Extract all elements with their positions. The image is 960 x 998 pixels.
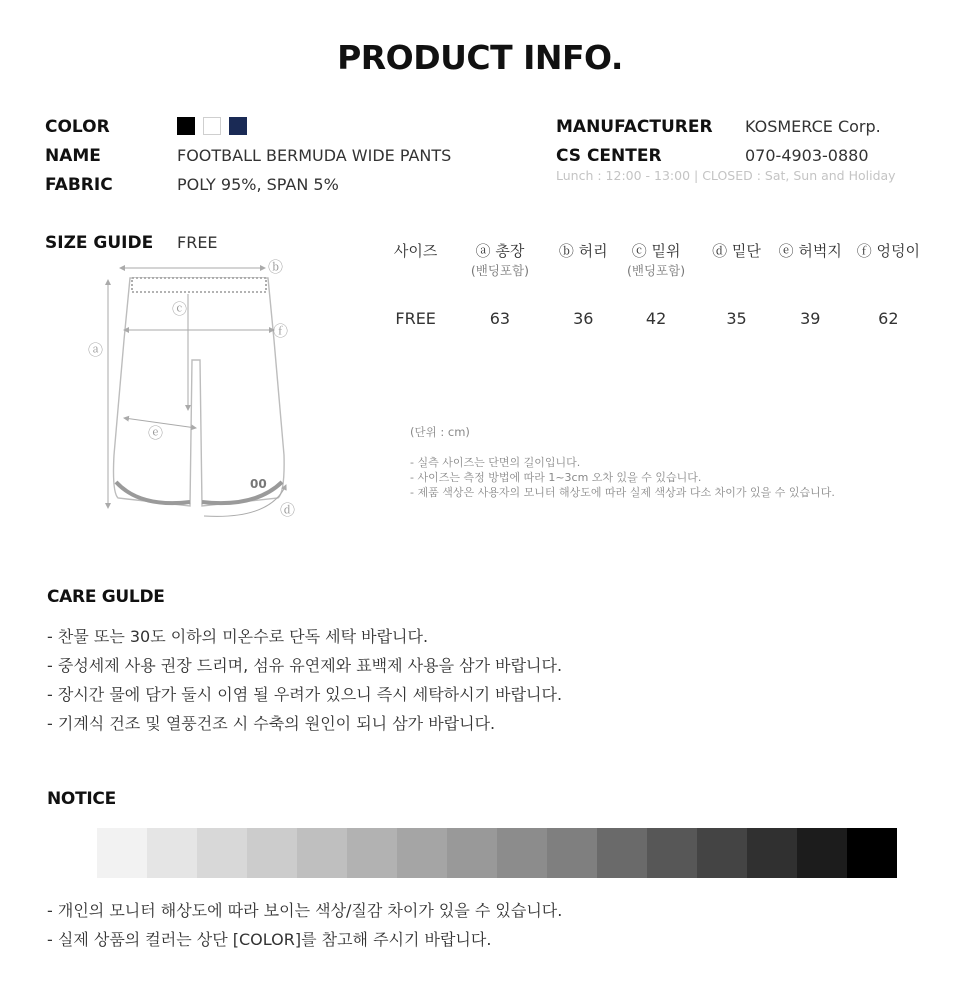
color-label: COLOR <box>45 117 110 137</box>
page-title: PRODUCT INFO. <box>337 38 623 77</box>
size-column-subhead: (밴딩포함) <box>470 263 529 278</box>
size-notes <box>410 455 835 500</box>
grayscale-swatch <box>397 828 447 878</box>
marker-d: ⓓ <box>280 501 296 519</box>
color-swatch-black <box>177 117 195 135</box>
grayscale-swatch <box>47 828 97 878</box>
shorts-number: 00 <box>250 477 267 491</box>
size-note: - 실측 사이즈는 단면의 길이입니다. <box>410 456 581 469</box>
waistband <box>132 278 266 292</box>
grayscale-swatch <box>597 828 647 878</box>
care-line: - 기계식 건조 및 열풍건조 시 수축의 원인이 되니 삼가 바랍니다. <box>47 714 496 733</box>
size-column-head: ⓓ 밑단 <box>712 242 761 260</box>
size-column-subhead: (밴딩포함) <box>627 263 686 278</box>
grayscale-swatch <box>847 828 897 878</box>
size-column-header <box>385 240 446 279</box>
size-column-header <box>774 240 847 279</box>
unit-note: (단위 : cm) <box>410 425 470 439</box>
color-swatch-white <box>203 117 221 135</box>
fabric-value: POLY 95%, SPAN 5% <box>177 175 339 194</box>
care-line: - 찬물 또는 30도 이하의 미온수로 단독 세탁 바랍니다. <box>47 627 429 646</box>
size-table-cell: 42 <box>645 309 667 328</box>
grayscale-bar <box>47 828 897 878</box>
size-table-cell: 62 <box>878 309 899 328</box>
shorts-outline <box>114 278 285 506</box>
grayscale-swatch <box>797 828 847 878</box>
size-column-head: 사이즈 <box>393 242 438 260</box>
size-column-header <box>613 240 699 279</box>
manufacturer-value: KOSMERCE Corp. <box>745 117 881 136</box>
care-guide-list <box>47 622 562 738</box>
cs-center-hours: Lunch : 12:00 - 13:00 | CLOSED : Sat, Sun and Holiday <box>556 168 896 183</box>
fabric-label: FABRIC <box>45 175 113 195</box>
marker-b: ⓑ <box>268 258 284 276</box>
grayscale-swatch <box>547 828 597 878</box>
notice-line: - 개인의 모니터 해상도에 따라 보이는 색상/질감 차이가 있을 수 있습니다. <box>47 901 563 920</box>
notice-line: - 실제 상품의 컬러는 상단 [COLOR]를 참고해 주시기 바랍니다. <box>47 930 492 949</box>
name-label: NAME <box>45 146 101 166</box>
size-table-row <box>385 309 930 328</box>
marker-a: ⓐ <box>88 341 104 359</box>
size-note: - 사이즈는 측정 방법에 따라 1~3cm 오차 있을 수 있습니다. <box>410 471 702 484</box>
size-table-cell: 39 <box>800 309 821 328</box>
manufacturer-label: MANUFACTURER <box>556 117 713 137</box>
cs-center-phone: 070-4903-0880 <box>745 146 869 165</box>
color-swatch-navy <box>229 117 247 135</box>
size-table-cell: 35 <box>726 309 747 328</box>
size-table-cell: 36 <box>573 309 594 328</box>
grayscale-swatch <box>147 828 197 878</box>
grayscale-swatch <box>247 828 297 878</box>
size-column-header <box>554 240 613 279</box>
name-value: FOOTBALL BERMUDA WIDE PANTS <box>177 146 452 165</box>
size-column-header <box>699 240 774 279</box>
color-swatches <box>177 117 247 135</box>
size-table-header <box>385 240 930 279</box>
grayscale-swatch <box>697 828 747 878</box>
size-table-body <box>385 309 930 328</box>
size-guide-size: FREE <box>177 233 218 252</box>
grayscale-swatch <box>497 828 547 878</box>
size-column-head: ⓐ 총장 <box>475 242 525 260</box>
size-column-header <box>446 240 553 279</box>
size-guide-label: SIZE GUIDE <box>45 233 154 253</box>
grayscale-swatch <box>747 828 797 878</box>
size-column-head: ⓔ 허벅지 <box>778 242 842 260</box>
marker-e: ⓔ <box>148 424 164 442</box>
care-line: - 중성세제 사용 권장 드리며, 섬유 유연제와 표백제 사용을 삼가 바랍니다. <box>47 656 563 675</box>
grayscale-swatch <box>197 828 247 878</box>
cs-center-label: CS CENTER <box>556 146 662 166</box>
marker-c: ⓒ <box>172 300 188 318</box>
notice-list <box>47 896 562 954</box>
grayscale-swatch <box>647 828 697 878</box>
grayscale-swatch <box>297 828 347 878</box>
size-column-head: ⓒ 밑위 <box>631 242 681 260</box>
shorts-diagram <box>80 250 310 525</box>
care-guide-title: CARE GULDE <box>47 587 165 607</box>
grayscale-swatch <box>97 828 147 878</box>
size-table-cell: 63 <box>489 309 511 328</box>
marker-f: ⓕ <box>273 322 289 340</box>
size-note: - 제품 색상은 사용자의 모니터 해상도에 따라 실제 색상과 다소 차이가 있을 수 있습니다. <box>410 486 835 499</box>
size-table-cell: FREE <box>395 309 436 328</box>
size-column-header <box>847 240 930 279</box>
grayscale-swatch <box>447 828 497 878</box>
notice-title: NOTICE <box>47 789 116 809</box>
grayscale-swatch <box>347 828 397 878</box>
size-column-head: ⓕ 엉덩이 <box>856 242 920 260</box>
care-line: - 장시간 물에 담가 둘시 이염 될 우려가 있으니 즉시 세탁하시기 바랍니다. <box>47 685 563 704</box>
size-column-head: ⓑ 허리 <box>558 242 608 260</box>
